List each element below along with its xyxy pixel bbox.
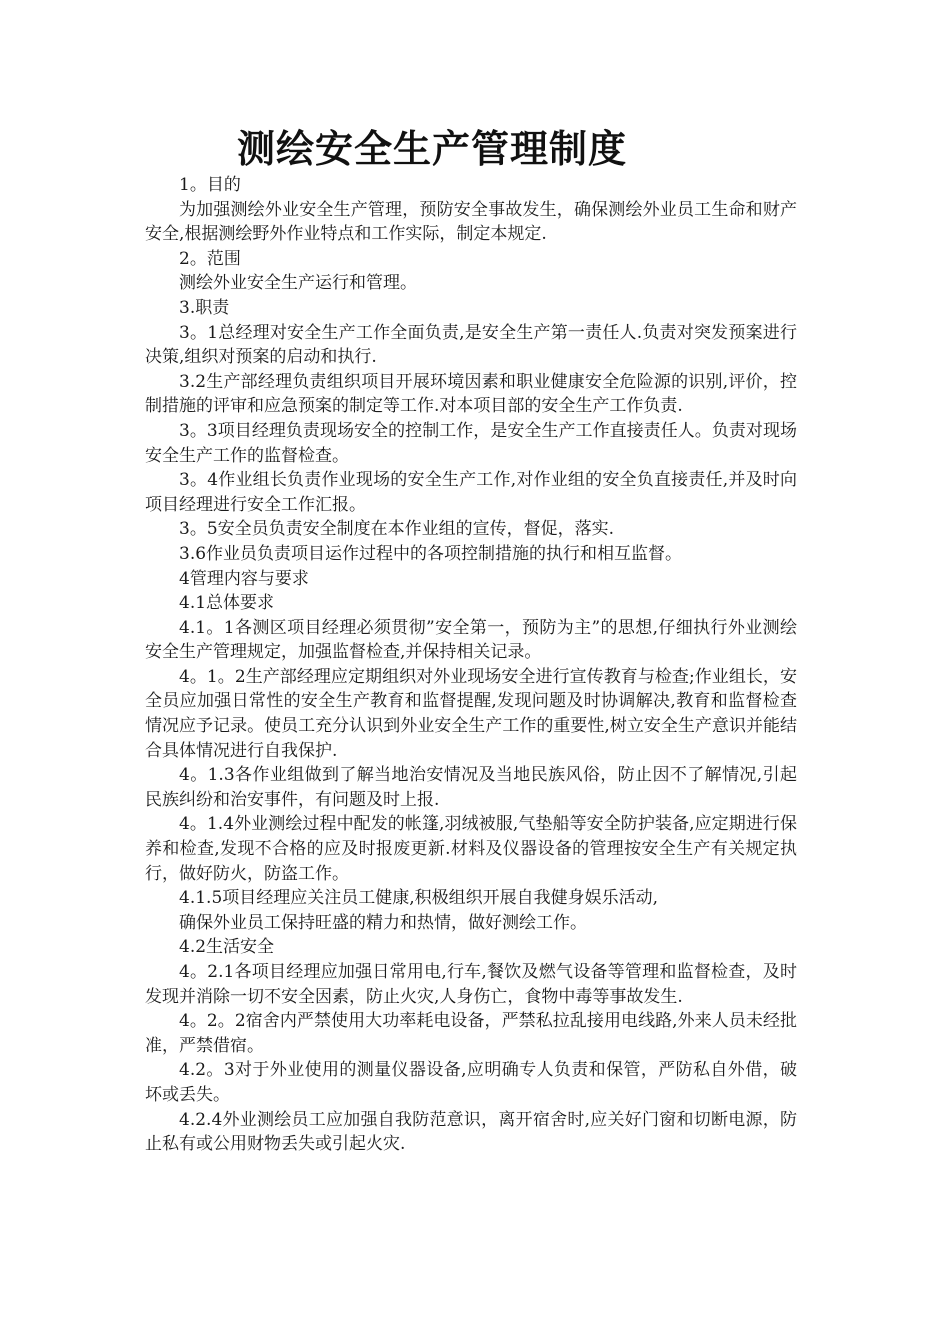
paragraph: 确保外业员工保持旺盛的精力和热情，做好测绘工作。 xyxy=(179,912,587,933)
paragraph: 4管理内容与要求 xyxy=(179,568,309,589)
paragraph: 3.2生产部经理负责组织项目开展环境因素和职业健康安全危险源的识别,评价，控制措施的评审和应急预案的制定等工作.对本项目部的安全生产工作负责. xyxy=(145,371,797,417)
document-body xyxy=(145,173,797,1157)
paragraph: 4.1。1各测区项目经理必须贯彻”安全第一，预防为主”的思想,仔细执行外业测绘安全生产管理规定，加强监督检查,并保持相关记录。 xyxy=(145,617,797,663)
paragraph: 4.2生活安全 xyxy=(179,937,275,958)
document-title: 测绘安全生产管理制度 xyxy=(236,126,627,171)
paragraph: 3。4作业组长负责作业现场的安全生产工作,对作业组的安全负直接责任,并及时向项目经理进行安全工作汇报。 xyxy=(145,470,797,515)
paragraph: 3.6作业员负责项目运作过程中的各项控制措施的执行和相互监督。 xyxy=(179,543,683,564)
paragraph: 4。1。2生产部经理应定期组织对外业现场安全进行宣传教育与检查;作业组长，安全员应加强日常性的安全生产教育和监督提醒,发现问题及时协调解决,教育和监督检查情况应予记录。使员工充分认识到外业安全生产工作的重要性,树立安全生产意识并能结合具体情况进行自我保护. xyxy=(145,666,797,761)
paragraph: 3.职责 xyxy=(179,297,230,318)
paragraph: 1。目的 xyxy=(179,175,241,195)
paragraph: 4.2.4外业测绘员工应加强自我防范意识，离开宿舍时,应关好门窗和切断电源，防止私有或公用财物丢失或引起火灾. xyxy=(145,1109,797,1155)
paragraph: 4。2。2宿舍内严禁使用大功率耗电设备，严禁私拉乱接用电线路,外来人员未经批准，严禁借宿。 xyxy=(145,1011,797,1056)
paragraph: 2。范围 xyxy=(179,248,241,269)
paragraph: 4.1总体要求 xyxy=(179,593,275,614)
paragraph: 4。1.3各作业组做到了解当地治安情况及当地民族风俗，防止因不了解情况,引起民族纠纷和治安事件，有问题及时上报. xyxy=(145,765,797,810)
paragraph: 3。1总经理对安全生产工作全面负责,是安全生产第一责任人.负责对突发预案进行决策,组织对预案的启动和执行. xyxy=(145,322,797,368)
paragraph: 3。3项目经理负责现场安全的控制工作，是安全生产工作直接责任人。负责对现场安全生产工作的监督检查。 xyxy=(145,420,797,466)
paragraph: 测绘外业安全生产运行和管理。 xyxy=(179,273,417,294)
paragraph: 4.2。3对于外业使用的测量仪器设备,应明确专人负责和保管，严防私自外借，破坏或丢失。 xyxy=(145,1060,797,1105)
paragraph: 4。2.1各项目经理应加强日常用电,行车,餐饮及燃气设备等管理和监督检查，及时发现并消除一切不安全因素，防止火灾,人身伤亡，食物中毒等事故发生. xyxy=(145,962,797,1007)
paragraph: 为加强测绘外业安全生产管理，预防安全事故发生，确保测绘外业员工生命和财产安全,根据测绘野外作业特点和工作实际，制定本规定. xyxy=(145,199,797,245)
paragraph: 4。1.4外业测绘过程中配发的帐篷,羽绒被服,气垫船等安全防护装备,应定期进行保养和检查,发现不合格的应及时报废更新.材料及仪器设备的管理按安全生产有关规定执行，做好防火，防盗工作。 xyxy=(145,814,797,884)
paragraph: 3。5安全员负责安全制度在本作业组的宣传，督促，落实. xyxy=(179,519,615,540)
paragraph: 4.1.5项目经理应关注员工健康,积极组织开展自我健身娱乐活动, xyxy=(179,888,659,909)
